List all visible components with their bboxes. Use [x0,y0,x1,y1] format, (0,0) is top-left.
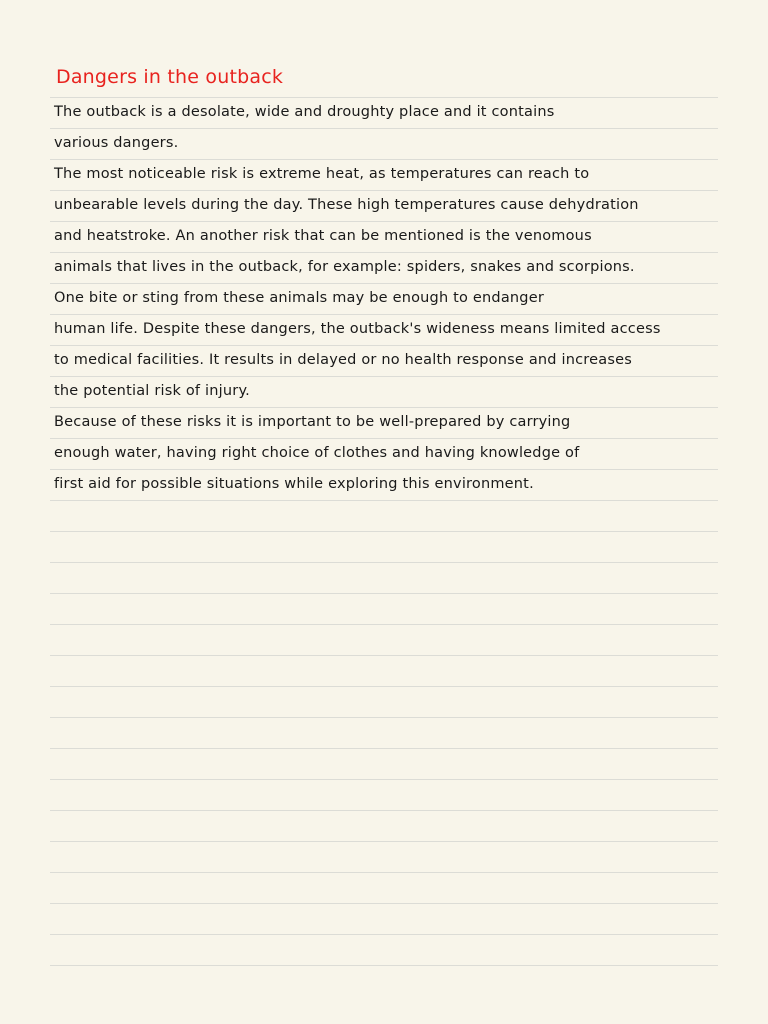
ruled-line [50,438,718,439]
text-line-10: the potential risk of injury. [54,383,250,399]
ruled-line [50,593,718,594]
text-line-9: to medical facilities. It results in delayed or no health response and increases [54,352,632,368]
ruled-line [50,841,718,842]
ruled-line [50,221,718,222]
ruled-line [50,190,718,191]
text-line-5: and heatstroke. An another risk that can be mentioned is the venomous [54,228,592,244]
text-line-3: The most noticeable risk is extreme heat, as temperatures can reach to [54,166,590,182]
ruled-line [50,469,718,470]
ruled-line [50,314,718,315]
ruled-line [50,407,718,408]
ruled-line [50,934,718,935]
ruled-line [50,779,718,780]
text-line-1: The outback is a desolate, wide and droughty place and it contains [54,104,555,120]
text-line-12: enough water, having right choice of clothes and having knowledge of [54,445,580,461]
ruled-line [50,562,718,563]
ruled-line [50,655,718,656]
ruled-line [50,717,718,718]
ruled-line [50,624,718,625]
ruled-line [50,252,718,253]
ruled-line [50,345,718,346]
ruled-line [50,128,718,129]
ruled-line [50,500,718,501]
page-title: Dangers in the outback [56,66,284,88]
text-line-8: human life. Despite these dangers, the outback's wideness means limited access [54,321,661,337]
ruled-line [50,97,718,98]
text-line-6: animals that lives in the outback, for example: spiders, snakes and scorpions. [54,259,635,275]
ruled-line [50,376,718,377]
ruled-line [50,748,718,749]
ruled-line [50,283,718,284]
text-line-4: unbearable levels during the day. These high temperatures cause dehydration [54,197,639,213]
text-line-7: One bite or sting from these animals may be enough to endanger [54,290,544,306]
text-line-11: Because of these risks it is important to be well-prepared by carrying [54,414,571,430]
ruled-line [50,965,718,966]
text-line-2: various dangers. [54,135,179,151]
ruled-line [50,810,718,811]
ruled-line [50,686,718,687]
text-line-13: first aid for possible situations while exploring this environment. [54,476,534,492]
ruled-line [50,531,718,532]
ruled-line [50,903,718,904]
ruled-line [50,872,718,873]
ruled-line [50,159,718,160]
